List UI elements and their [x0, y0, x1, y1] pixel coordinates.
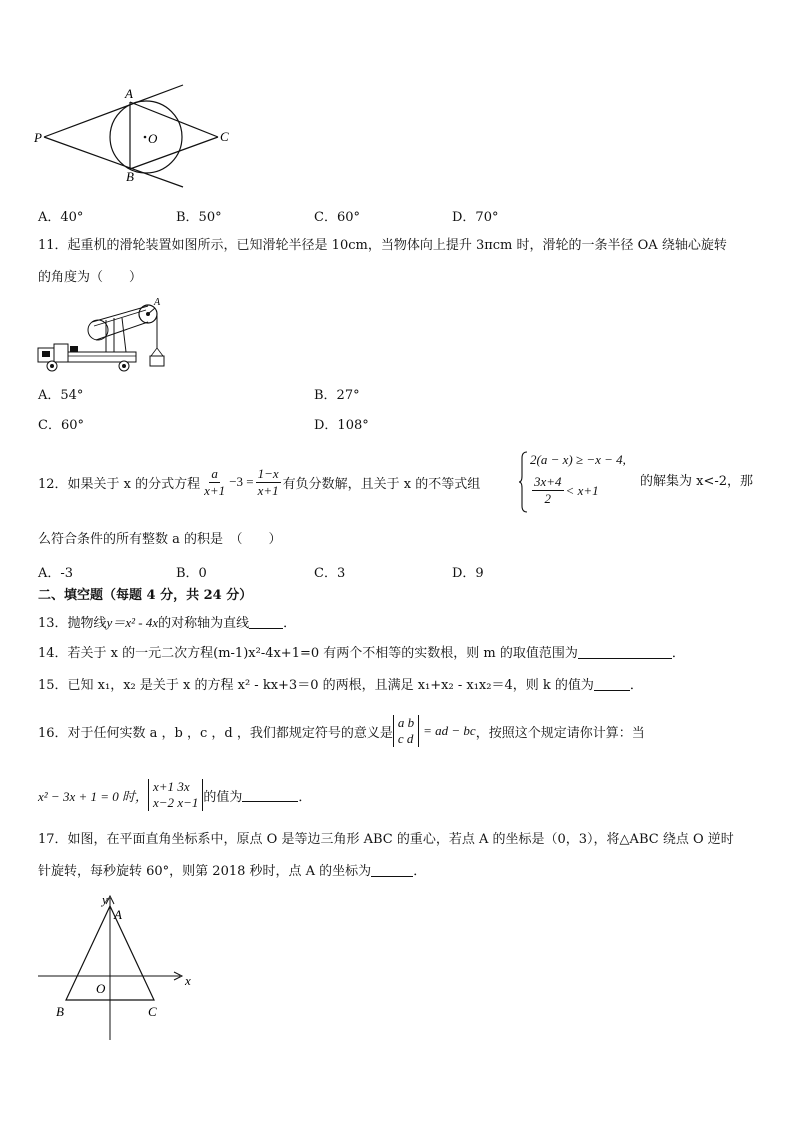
q13-end: ． — [283, 616, 297, 631]
q14-end: ． — [671, 646, 685, 661]
tangent-circle-figure — [30, 80, 260, 190]
det-m22: x−1 — [177, 795, 199, 810]
q12-frac1-num: a — [211, 465, 218, 481]
q16-condition: x² − 3x + 1 = 0 时， — [38, 788, 149, 804]
q12-option-a[interactable]: A．-3 — [38, 566, 74, 581]
q12-option-d[interactable]: D．9 — [452, 566, 484, 581]
q12-suffix: 的解集为 x<-2，那 — [640, 474, 754, 489]
q13-pre: 13．抛物线 — [38, 616, 107, 631]
vertex-label-b: B — [56, 1004, 64, 1019]
q11-option-b[interactable]: B．27° — [314, 388, 360, 403]
q13-answer-blank[interactable] — [249, 616, 283, 629]
point-label-c: C — [220, 129, 229, 144]
q12-fraction-2 — [256, 466, 281, 499]
q12-option-c[interactable]: C．3 — [314, 566, 346, 581]
q16-end: ． — [298, 789, 312, 805]
q17-text-line1: 17．如图，在平面直角坐标系中，原点 O 是等边三角形 ABC 的重心，若点 A 的坐标是（0，3），将△ABC 绕点 O 逆时 — [38, 832, 734, 847]
q13-question — [38, 613, 296, 634]
det-m12: 3x — [177, 779, 190, 794]
det-a: a — [397, 715, 405, 730]
q14-text: 14．若关于 x 的一元二次方程(m-1)x²-4x+1=0 有两个不相等的实数根，则 m 的取值范围为 — [38, 646, 578, 661]
det-d: d — [406, 731, 414, 746]
axis-label-x: x — [185, 973, 191, 988]
point-label-p: P — [34, 130, 42, 145]
q12-fraction-1 — [202, 466, 227, 499]
section-title-fill-in: 二、填空题（每题 4 分，共 24 分） — [38, 588, 253, 603]
brace-icon — [518, 450, 528, 514]
q12-middle: 有负分数解，且关于 x 的不等式组 — [282, 476, 481, 492]
q12-frac2-den: x+1 — [257, 482, 279, 498]
det-m11: x+1 — [153, 779, 175, 794]
det-c: c — [397, 731, 404, 746]
q16-tail: 的值为 — [203, 789, 243, 805]
q11-option-a[interactable]: A．54° — [38, 388, 84, 403]
q16-determinant-def — [393, 715, 419, 747]
q13-equation: y＝x² - 4x — [106, 615, 159, 630]
q12-text-line2: 么符合条件的所有整数 a 的积是 （ ） — [38, 532, 282, 547]
q12-inequality-system — [518, 450, 634, 514]
q12-ineq-1: 2(a − x) ≥ −x − 4, — [530, 452, 626, 467]
q12-ineq-2 — [530, 474, 599, 507]
vertex-label-c: C — [148, 1004, 157, 1019]
q12-eq-mid: −3 = — [229, 474, 254, 489]
det-m21: x−2 — [153, 795, 175, 810]
q16-pre: 16．对于任何实数 a ，b ，c ，d ，我们都规定符号的意义是 — [38, 725, 393, 741]
q17-answer-blank[interactable] — [371, 864, 413, 877]
q17-question-line2 — [38, 862, 426, 882]
q13-post: 的对称轴为直线 — [158, 616, 250, 631]
det-b: b — [407, 715, 415, 730]
q16-question-line2 — [38, 772, 311, 818]
q16-question-line1 — [38, 706, 645, 756]
point-label-b: B — [126, 169, 134, 184]
point-label-a: A — [125, 86, 133, 101]
q12-option-b[interactable]: B．0 — [176, 566, 207, 581]
q15-question — [38, 676, 643, 696]
q11-option-c[interactable]: C．60° — [38, 418, 84, 433]
q10-option-d[interactable]: D．70° — [452, 210, 499, 225]
q15-end: ． — [629, 678, 643, 693]
q12-ineq2-num: 3x+4 — [534, 474, 562, 489]
q10-option-c[interactable]: C．60° — [314, 210, 360, 225]
q10-option-b[interactable]: B．50° — [176, 210, 222, 225]
q15-text: 15．已知 x₁，x₂ 是关于 x 的方程 x² - kx+3＝0 的两根，且满足 x₁+x₂ - x₁x₂＝4，则 k 的值为 — [38, 678, 594, 693]
q12-frac2-num: 1−x — [257, 465, 279, 481]
q14-answer-blank[interactable] — [578, 646, 672, 659]
q11-text-line2: 的角度为（ ） — [38, 270, 143, 285]
q15-answer-blank[interactable] — [594, 678, 630, 691]
triangle-axes-figure — [30, 892, 210, 1044]
q12-prefix: 12．如果关于 x 的分式方程 — [38, 476, 201, 492]
q12-ineq2-rest: < x+1 — [565, 482, 599, 498]
q16-post: ，按照这个规定请你计算：当 — [475, 725, 645, 741]
q12-frac1-den: x+1 — [204, 482, 226, 498]
origin-label-o: O — [96, 981, 106, 996]
q11-text-line1: 11．起重机的滑轮装置如图所示，已知滑轮半径是 10cm，当物体向上提升 3πcm 时，滑轮的一条半径 OA 绕轴心旋转 — [38, 238, 727, 253]
q11-option-d[interactable]: D．108° — [314, 418, 369, 433]
axis-label-y: y — [102, 892, 108, 907]
q16-answer-blank[interactable] — [242, 789, 298, 802]
q16-definition: = ad − bc — [423, 723, 476, 738]
q12-question — [38, 462, 480, 502]
crane-figure — [36, 296, 172, 376]
q10-option-a[interactable]: A．40° — [38, 210, 84, 225]
q12-ineq2-den: 2 — [544, 491, 552, 506]
point-label-o: O — [148, 131, 158, 146]
q17-line2-text: 针旋转，每秒旋转 60°，则第 2018 秒时，点 A 的坐标为 — [38, 864, 372, 879]
q14-question — [38, 644, 685, 664]
q17-end: ． — [413, 864, 427, 879]
pulley-label-a: A — [154, 297, 161, 308]
q16-determinant — [148, 779, 203, 811]
vertex-label-a: A — [114, 907, 122, 922]
